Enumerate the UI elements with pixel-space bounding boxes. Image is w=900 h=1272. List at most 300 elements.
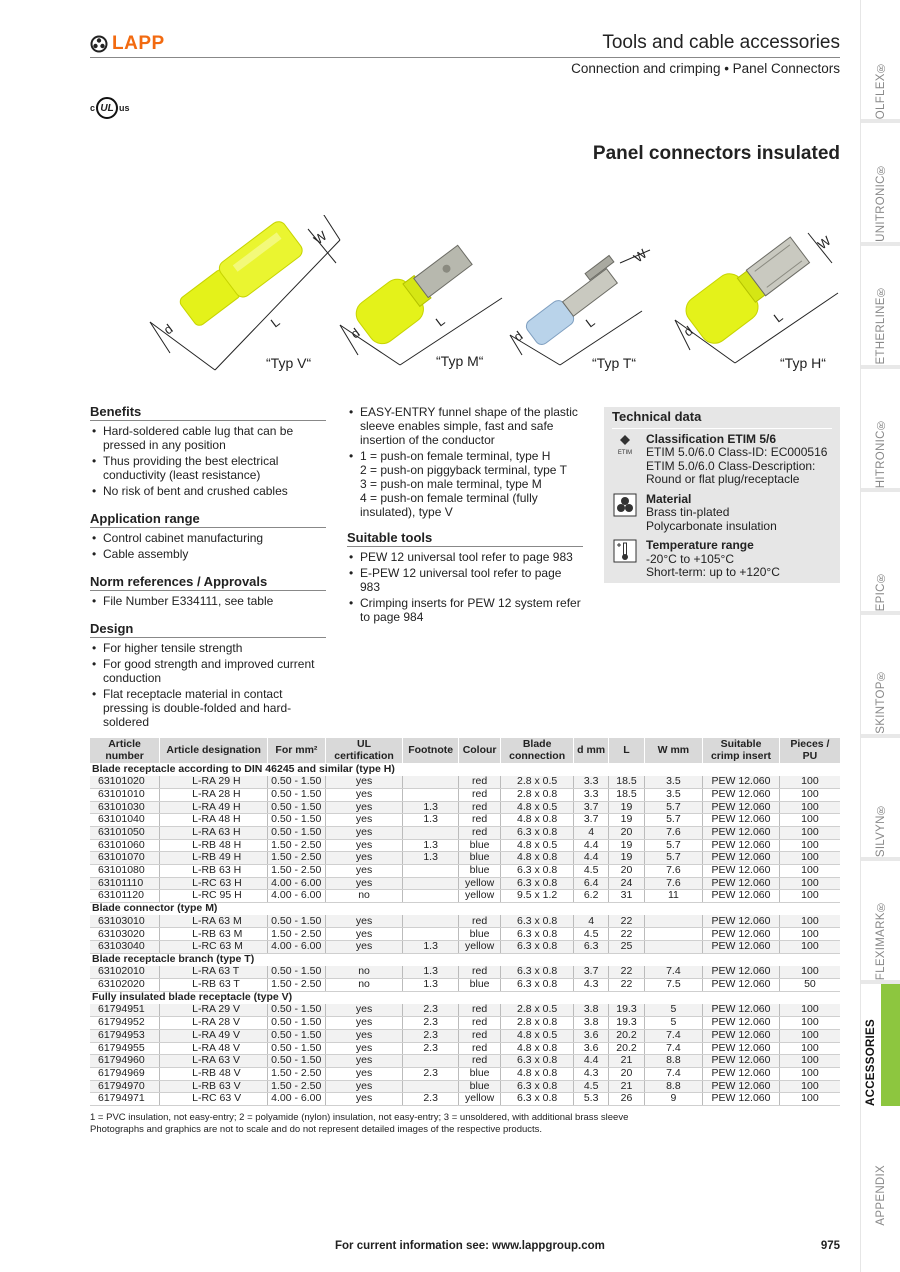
table-cell: 22 xyxy=(609,966,644,979)
table-cell: 63101070 xyxy=(90,852,160,865)
table-cell: blue xyxy=(458,1068,500,1081)
tab-hitronic[interactable] xyxy=(861,369,900,492)
table-row xyxy=(90,801,840,814)
table-cell: PEW 12.060 xyxy=(703,788,780,801)
table-cell: yes xyxy=(325,839,403,852)
tab-label: SILVYN® xyxy=(875,802,887,857)
table-row xyxy=(90,890,840,903)
dim-l: L xyxy=(770,309,786,326)
table-cell: 11 xyxy=(644,890,703,903)
table-row xyxy=(90,1004,840,1017)
group-title: Blade connector (type M) xyxy=(92,902,218,915)
table-cell: 5 xyxy=(644,1004,703,1017)
temperature-row xyxy=(612,539,832,580)
table-cell: 4.00 - 6.00 xyxy=(268,941,326,954)
table-cell: 100 xyxy=(779,1004,840,1017)
table-cell: 5.7 xyxy=(644,801,703,814)
table-cell: 6.3 x 0.8 xyxy=(501,877,574,890)
table-cell: L-RB 63 V xyxy=(160,1080,268,1093)
table-cell: 1.3 xyxy=(403,941,459,954)
table-row xyxy=(90,979,840,992)
table-cell: 0.50 - 1.50 xyxy=(268,1042,326,1055)
table-cell: 4.00 - 6.00 xyxy=(268,877,326,890)
disclaimer: Photographs and graphics are not to scale and do not represent detailed images of the respective products. xyxy=(90,1124,543,1135)
table-cell: PEW 12.060 xyxy=(703,1093,780,1106)
table-cell: 19 xyxy=(609,839,644,852)
tab-accessories[interactable] xyxy=(861,984,881,1106)
table-cell: PEW 12.060 xyxy=(703,865,780,878)
table-cell: PEW 12.060 xyxy=(703,1004,780,1017)
table-cell: red xyxy=(458,788,500,801)
table-cell: blue xyxy=(458,865,500,878)
table-body xyxy=(90,763,840,1106)
table-cell: 20 xyxy=(609,1068,644,1081)
tab-unitronic[interactable] xyxy=(861,123,900,246)
table-cell: 3.7 xyxy=(573,801,608,814)
table-cell: 4 xyxy=(573,826,608,839)
table-cell: yes xyxy=(325,1093,403,1106)
table-cell: L-RA 29 V xyxy=(160,1004,268,1017)
table-cell: 7.6 xyxy=(644,826,703,839)
table-row xyxy=(90,966,840,979)
table-cell: 2.3 xyxy=(403,1029,459,1042)
table-cell: 100 xyxy=(779,941,840,954)
table-cell xyxy=(403,1055,459,1068)
material-line: Polycarbonate insulation xyxy=(646,518,777,533)
table-cell: 19 xyxy=(609,852,644,865)
table-cell: 6.2 xyxy=(573,890,608,903)
table-cell: 21 xyxy=(609,1055,644,1068)
tab-fleximark[interactable] xyxy=(861,861,900,984)
table-cell: PEW 12.060 xyxy=(703,941,780,954)
norms-heading: Norm references / Approvals xyxy=(90,575,326,591)
dim-d: d xyxy=(680,323,696,340)
table-cell: L-RC 63 H xyxy=(160,877,268,890)
table-cell: red xyxy=(458,915,500,928)
table-row xyxy=(90,776,840,789)
table-cell: L-RA 29 H xyxy=(160,776,268,789)
table-cell: 4.8 x 0.8 xyxy=(501,1068,574,1081)
tab-label: EPIC® xyxy=(875,570,887,611)
table-group-row xyxy=(90,903,840,916)
ul-us: us xyxy=(119,103,130,113)
tab-silvyn[interactable] xyxy=(861,738,900,861)
table-cell: 63101020 xyxy=(90,776,160,789)
table-cell: 4.8 x 0.5 xyxy=(501,1029,574,1042)
dim-d: d xyxy=(347,325,363,342)
table-cell: 50 xyxy=(779,979,840,992)
footer-info: For current information see: www.lappgroup.com xyxy=(335,1240,605,1252)
table-cell: PEW 12.060 xyxy=(703,814,780,827)
list-item: • Cable assembly xyxy=(90,547,326,561)
table-cell: 3.6 xyxy=(573,1029,608,1042)
table-cell: 2.3 xyxy=(403,1017,459,1030)
group-title: Blade receptacle branch (type T) xyxy=(92,953,255,966)
tools-section xyxy=(347,531,583,624)
tab-label: APPENDIX xyxy=(875,1165,887,1226)
table-cell: 100 xyxy=(779,1068,840,1081)
table-cell: 0.50 - 1.50 xyxy=(268,966,326,979)
column-header: d mm xyxy=(573,738,608,763)
etim-icon xyxy=(612,433,638,487)
table-cell: L-RA 63 V xyxy=(160,1055,268,1068)
table-cell: 19.3 xyxy=(609,1004,644,1017)
table-cell: PEW 12.060 xyxy=(703,877,780,890)
table-cell: 0.50 - 1.50 xyxy=(268,915,326,928)
table-cell: yes xyxy=(325,1004,403,1017)
tab-etherline[interactable] xyxy=(861,246,900,369)
table-cell: L-RA 28 V xyxy=(160,1017,268,1030)
header-divider xyxy=(90,57,840,58)
table-cell: 6.3 x 0.8 xyxy=(501,1093,574,1106)
table-group-row xyxy=(90,763,840,776)
table-cell: 1.3 xyxy=(403,801,459,814)
table-cell: blue xyxy=(458,852,500,865)
table-row xyxy=(90,814,840,827)
table-cell: 0.50 - 1.50 xyxy=(268,814,326,827)
table-cell xyxy=(644,941,703,954)
table-cell: yes xyxy=(325,928,403,941)
dim-d: d xyxy=(510,328,526,345)
table-row xyxy=(90,1042,840,1055)
table-cell xyxy=(644,915,703,928)
middle-column xyxy=(347,405,583,638)
table-cell: 2.8 x 0.8 xyxy=(501,1017,574,1030)
table-cell: yes xyxy=(325,1042,403,1055)
typ-v-drawing xyxy=(150,215,340,370)
table-cell: PEW 12.060 xyxy=(703,928,780,941)
table-cell xyxy=(403,776,459,789)
ul-logo-icon: UL xyxy=(96,97,118,119)
table-cell: 63102020 xyxy=(90,979,160,992)
breadcrumb: Connection and crimping • Panel Connectors xyxy=(571,61,840,76)
table-cell: 63101030 xyxy=(90,801,160,814)
temperature-title: Temperature range xyxy=(646,538,754,552)
table-cell: 18.5 xyxy=(609,788,644,801)
table-cell: 63103010 xyxy=(90,915,160,928)
table-cell: 4.4 xyxy=(573,852,608,865)
typ-t-drawing xyxy=(510,246,650,365)
tab-label: HITRONIC® xyxy=(875,417,887,488)
table-group-row xyxy=(90,953,840,966)
table-cell: 100 xyxy=(779,1055,840,1068)
table-row xyxy=(90,826,840,839)
table-cell: yes xyxy=(325,1068,403,1081)
dim-w: W xyxy=(630,246,650,266)
table-cell: yes xyxy=(325,852,403,865)
table-cell: 63101120 xyxy=(90,890,160,903)
table-cell: 100 xyxy=(779,865,840,878)
table-cell: red xyxy=(458,1004,500,1017)
table-cell: 0.50 - 1.50 xyxy=(268,1017,326,1030)
table-cell: 1.50 - 2.50 xyxy=(268,1080,326,1093)
table-cell: 63101010 xyxy=(90,788,160,801)
table-cell: 1.3 xyxy=(403,814,459,827)
table-cell: 6.3 x 0.8 xyxy=(501,1080,574,1093)
table-cell: 4.8 x 0.8 xyxy=(501,814,574,827)
column-header: Suitable crimp insert xyxy=(703,738,780,763)
table-cell: 4.5 xyxy=(573,865,608,878)
table-cell: 100 xyxy=(779,814,840,827)
table-cell: red xyxy=(458,826,500,839)
tab-appendix[interactable] xyxy=(861,1106,900,1226)
table-cell: 100 xyxy=(779,966,840,979)
table-cell: 1.50 - 2.50 xyxy=(268,979,326,992)
list-item: • Flat receptacle material in contact pressing is double-folded and hard-soldered xyxy=(90,687,326,729)
table-cell: 22 xyxy=(609,928,644,941)
table-cell: 5 xyxy=(644,1017,703,1030)
table-cell: 25 xyxy=(609,941,644,954)
table-cell: yes xyxy=(325,1080,403,1093)
table-cell: 4 xyxy=(573,915,608,928)
table-cell: L-RB 49 H xyxy=(160,852,268,865)
table-cell: yes xyxy=(325,1017,403,1030)
column-header: W mm xyxy=(644,738,703,763)
product-illustrations xyxy=(90,215,840,380)
column-header: Colour xyxy=(458,738,500,763)
list-item: • Control cabinet manufacturing xyxy=(90,531,326,545)
table-cell: 19 xyxy=(609,814,644,827)
table-cell: yes xyxy=(325,915,403,928)
design-heading: Design xyxy=(90,622,326,638)
table-row xyxy=(90,928,840,941)
typ-h-drawing xyxy=(675,229,838,363)
table-cell: yes xyxy=(325,826,403,839)
column-header: Blade connection xyxy=(501,738,574,763)
table-cell: 61794960 xyxy=(90,1055,160,1068)
list-item: • PEW 12 universal tool refer to page 983 xyxy=(347,550,583,564)
table-cell: 7.5 xyxy=(644,979,703,992)
material-icon xyxy=(612,493,638,534)
table-cell: 61794970 xyxy=(90,1080,160,1093)
material-line: Brass tin-plated xyxy=(646,505,730,519)
table-cell: 31 xyxy=(609,890,644,903)
table-cell: 0.50 - 1.50 xyxy=(268,1004,326,1017)
table-cell: PEW 12.060 xyxy=(703,1055,780,1068)
tab-label: ETHERLINE® xyxy=(875,285,887,365)
table-cell: 4.8 x 0.8 xyxy=(501,1042,574,1055)
table-cell: L-RC 95 H xyxy=(160,890,268,903)
table-cell: 100 xyxy=(779,776,840,789)
table-cell: 3.5 xyxy=(644,776,703,789)
table-cell: no xyxy=(325,979,403,992)
table-cell: 6.3 x 0.8 xyxy=(501,826,574,839)
table-cell: 100 xyxy=(779,1042,840,1055)
table-cell: PEW 12.060 xyxy=(703,1080,780,1093)
table-cell: L-RB 63 T xyxy=(160,979,268,992)
list-item: • E-PEW 12 universal tool refer to page 983 xyxy=(347,566,583,594)
table-cell: red xyxy=(458,1017,500,1030)
table-cell: 9.5 x 1.2 xyxy=(501,890,574,903)
application-section xyxy=(90,512,326,561)
table-cell: 61794951 xyxy=(90,1004,160,1017)
table-cell: 20.2 xyxy=(609,1029,644,1042)
table-cell: 6.3 x 0.8 xyxy=(501,966,574,979)
norms-section xyxy=(90,575,326,608)
list-item: • 1 = push-on female terminal, type H 2 = push-on piggyback terminal, type T 3 = push-on male terminal, type M 4 = push-on female terminal (fully insulated), type V xyxy=(347,449,583,519)
table-cell: 4.8 x 0.5 xyxy=(501,839,574,852)
table-cell: 63101040 xyxy=(90,814,160,827)
table-cell: 20 xyxy=(609,865,644,878)
table-cell: 63102010 xyxy=(90,966,160,979)
dim-l: L xyxy=(432,313,448,330)
table-cell: 1.50 - 2.50 xyxy=(268,839,326,852)
table-cell: 100 xyxy=(779,1080,840,1093)
table-cell: 1.3 xyxy=(403,852,459,865)
table-cell: 1.50 - 2.50 xyxy=(268,852,326,865)
table-cell xyxy=(403,928,459,941)
table-cell: 2.8 x 0.8 xyxy=(501,788,574,801)
lapp-logo[interactable] xyxy=(90,33,165,55)
table-cell: 2.8 x 0.5 xyxy=(501,1004,574,1017)
benefits-section xyxy=(90,405,326,498)
table-cell: 22 xyxy=(609,915,644,928)
table-cell: red xyxy=(458,801,500,814)
table-cell: 7.4 xyxy=(644,1042,703,1055)
list-item: • EASY-ENTRY funnel shape of the plastic sleeve enables simple, fast and safe insertion of the conductor xyxy=(347,405,583,447)
table-cell xyxy=(403,877,459,890)
benefits-heading: Benefits xyxy=(90,405,326,421)
group-title: Blade receptacle according to DIN 46245 and similar (type H) xyxy=(92,762,395,775)
tab-label: FLEXIMARK® xyxy=(875,899,887,980)
table-cell xyxy=(403,826,459,839)
classification-title: Classification ETIM 5/6 xyxy=(646,431,777,446)
table-row xyxy=(90,839,840,852)
table-cell: 2.8 x 0.5 xyxy=(501,776,574,789)
tab-label: ACCESSORIES xyxy=(865,1018,877,1106)
column-header: L xyxy=(609,738,644,763)
table-cell: 19 xyxy=(609,801,644,814)
table-cell: 100 xyxy=(779,1093,840,1106)
technical-data-box xyxy=(604,407,840,583)
tools-heading: Suitable tools xyxy=(347,531,583,547)
dim-l: L xyxy=(582,314,598,331)
table-cell: 4.5 xyxy=(573,1080,608,1093)
table-cell: 61794969 xyxy=(90,1068,160,1081)
table-cell: PEW 12.060 xyxy=(703,1068,780,1081)
table-cell: 100 xyxy=(779,788,840,801)
table-cell: 6.3 x 0.8 xyxy=(501,865,574,878)
table-cell xyxy=(644,928,703,941)
table-cell: 1.3 xyxy=(403,966,459,979)
table-cell: blue xyxy=(458,928,500,941)
table-row xyxy=(90,1068,840,1081)
table-cell: red xyxy=(458,1029,500,1042)
table-cell: blue xyxy=(458,1080,500,1093)
tab-epic[interactable] xyxy=(861,492,900,615)
page-number: 975 xyxy=(820,1240,840,1252)
table-cell: 5.7 xyxy=(644,839,703,852)
group-title: Fully insulated blade receptacle (type V) xyxy=(92,991,293,1004)
table-row xyxy=(90,1093,840,1106)
list-item: • Hard-soldered cable lug that can be pressed in any position xyxy=(90,424,326,452)
table-cell: 63101060 xyxy=(90,839,160,852)
list-item: • For good strength and improved current conduction xyxy=(90,657,326,685)
table-cell: yes xyxy=(325,814,403,827)
tab-skintop[interactable] xyxy=(861,615,900,738)
etim-icon-text: ETIM xyxy=(617,449,633,456)
list-item: • Thus providing the best electrical conductivity (least resistance) xyxy=(90,454,326,482)
table-cell: 3.3 xyxy=(573,788,608,801)
table-cell: 100 xyxy=(779,1029,840,1042)
table-cell: yes xyxy=(325,801,403,814)
table-cell: yes xyxy=(325,788,403,801)
table-cell: PEW 12.060 xyxy=(703,839,780,852)
table-cell: yes xyxy=(325,865,403,878)
table-cell: blue xyxy=(458,839,500,852)
typ-h-label: “Typ H“ xyxy=(780,355,826,371)
table-cell: 0.50 - 1.50 xyxy=(268,801,326,814)
table-cell: 4.4 xyxy=(573,1055,608,1068)
table-cell: 21 xyxy=(609,1080,644,1093)
table-cell: 63101050 xyxy=(90,826,160,839)
tab-olflex[interactable] xyxy=(861,0,900,123)
table-cell: 3.3 xyxy=(573,776,608,789)
table-cell: 4.00 - 6.00 xyxy=(268,890,326,903)
list-item: • File Number E334111, see table xyxy=(90,594,326,608)
table-cell: L-RB 48 V xyxy=(160,1068,268,1081)
table-cell: 4.5 xyxy=(573,928,608,941)
tab-label: UNITRONIC® xyxy=(875,163,887,242)
dim-l: L xyxy=(267,314,283,331)
table-cell: 100 xyxy=(779,852,840,865)
table-cell: yes xyxy=(325,941,403,954)
table-cell: L-RB 48 H xyxy=(160,839,268,852)
table-cell: 8.8 xyxy=(644,1055,703,1068)
table-cell xyxy=(403,890,459,903)
classification-line: ETIM 5.0/6.0 Class-Description: Round or flat plug/receptacle xyxy=(646,458,816,486)
table-cell: yes xyxy=(325,1029,403,1042)
table-cell: 0.50 - 1.50 xyxy=(268,1029,326,1042)
table-cell: 4.3 xyxy=(573,1068,608,1081)
table-cell xyxy=(403,915,459,928)
typ-m-label: “Typ M“ xyxy=(436,353,484,369)
table-cell: 63101080 xyxy=(90,865,160,878)
table-cell: 5.7 xyxy=(644,852,703,865)
tech-heading: Technical data xyxy=(612,410,832,429)
table-cell: 4.8 x 0.8 xyxy=(501,852,574,865)
table-cell: blue xyxy=(458,979,500,992)
product-table xyxy=(90,738,840,1106)
table-cell: 2.3 xyxy=(403,1042,459,1055)
material-row xyxy=(612,493,832,534)
table-cell: PEW 12.060 xyxy=(703,915,780,928)
table-row xyxy=(90,915,840,928)
table-cell: 0.50 - 1.50 xyxy=(268,776,326,789)
table-cell: 6.3 xyxy=(573,941,608,954)
table-cell: 3.7 xyxy=(573,966,608,979)
table-cell: 4.4 xyxy=(573,839,608,852)
temperature-line: -20°C to +105°C xyxy=(646,551,734,566)
table-cell: 63101110 xyxy=(90,877,160,890)
table-cell: 61794952 xyxy=(90,1017,160,1030)
table-cell: PEW 12.060 xyxy=(703,1017,780,1030)
list-item: • For higher tensile strength xyxy=(90,641,326,655)
typ-v-label: “Typ V“ xyxy=(266,355,312,371)
table-cell: PEW 12.060 xyxy=(703,979,780,992)
table-cell: 6.3 x 0.8 xyxy=(501,941,574,954)
table-row xyxy=(90,852,840,865)
table-cell: yes xyxy=(325,776,403,789)
table-cell: 7.4 xyxy=(644,1068,703,1081)
table-cell: 6.3 x 0.8 xyxy=(501,979,574,992)
table-cell: 1.50 - 2.50 xyxy=(268,1068,326,1081)
ul-c: c xyxy=(90,103,96,113)
table-cell: 100 xyxy=(779,826,840,839)
table-cell: no xyxy=(325,890,403,903)
tab-label: SKINTOP® xyxy=(875,669,887,734)
logo-text: LAPP xyxy=(112,33,165,54)
